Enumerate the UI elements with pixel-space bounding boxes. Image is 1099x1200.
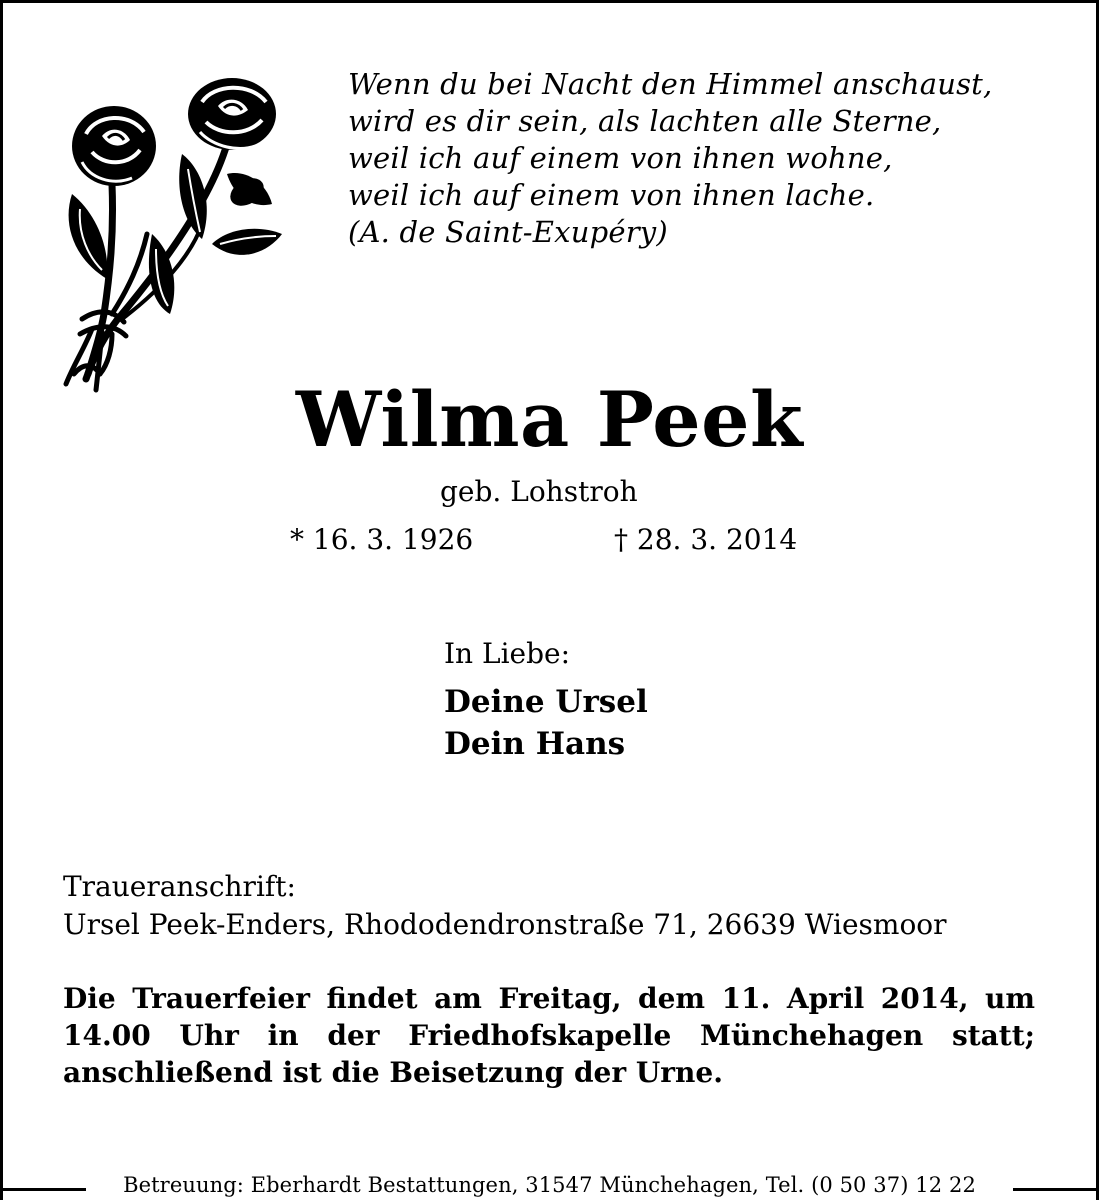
maiden-name: geb. Lohstroh <box>440 475 638 508</box>
ceremony-line: anschließend ist die Beisetzung der Urne. <box>63 1056 723 1089</box>
death-date: † 28. 3. 2014 <box>614 523 798 556</box>
roses-icon <box>52 74 292 394</box>
poem-line: weil ich auf einem von ihnen wohne, <box>348 141 893 175</box>
funeral-home-footer: Betreuung: Eberhardt Bestattungen, 31547 Münchehagen, Tel. (0 50 37) 12 22 <box>88 1170 1011 1200</box>
address-line: Ursel Peek-Enders, Rhododendronstraße 71, 26639 Wiesmoor <box>63 908 947 941</box>
address-label: Traueranschrift: <box>63 870 296 903</box>
poem-line: weil ich auf einem von ihnen lache. <box>348 178 875 212</box>
poem <box>348 66 1068 251</box>
ceremony-line: Die Trauerfeier findet am Freitag, dem 11. April 2014, um <box>63 982 1035 1015</box>
deceased-name <box>0 372 1099 468</box>
poem-attribution: (A. de Saint-Exupéry) <box>348 215 668 249</box>
signer: Deine Ursel <box>444 684 648 720</box>
poem-line: Wenn du bei Nacht den Himmel anschaust, <box>348 67 993 101</box>
ceremony-info <box>63 980 1035 1091</box>
frame-bottom-left <box>0 1188 86 1191</box>
mourners-label: In Liebe: <box>444 637 571 670</box>
signer: Dein Hans <box>444 726 626 762</box>
deceased-name-text: Wilma Peek <box>295 375 804 464</box>
frame-bottom-right <box>1013 1188 1099 1191</box>
birth-date: * 16. 3. 1926 <box>290 523 474 556</box>
ceremony-line: 14.00 Uhr in der Friedhofskapelle Münchehagen statt; <box>63 1019 1035 1052</box>
poem-line: wird es dir sein, als lachten alle Sterne, <box>348 104 942 138</box>
